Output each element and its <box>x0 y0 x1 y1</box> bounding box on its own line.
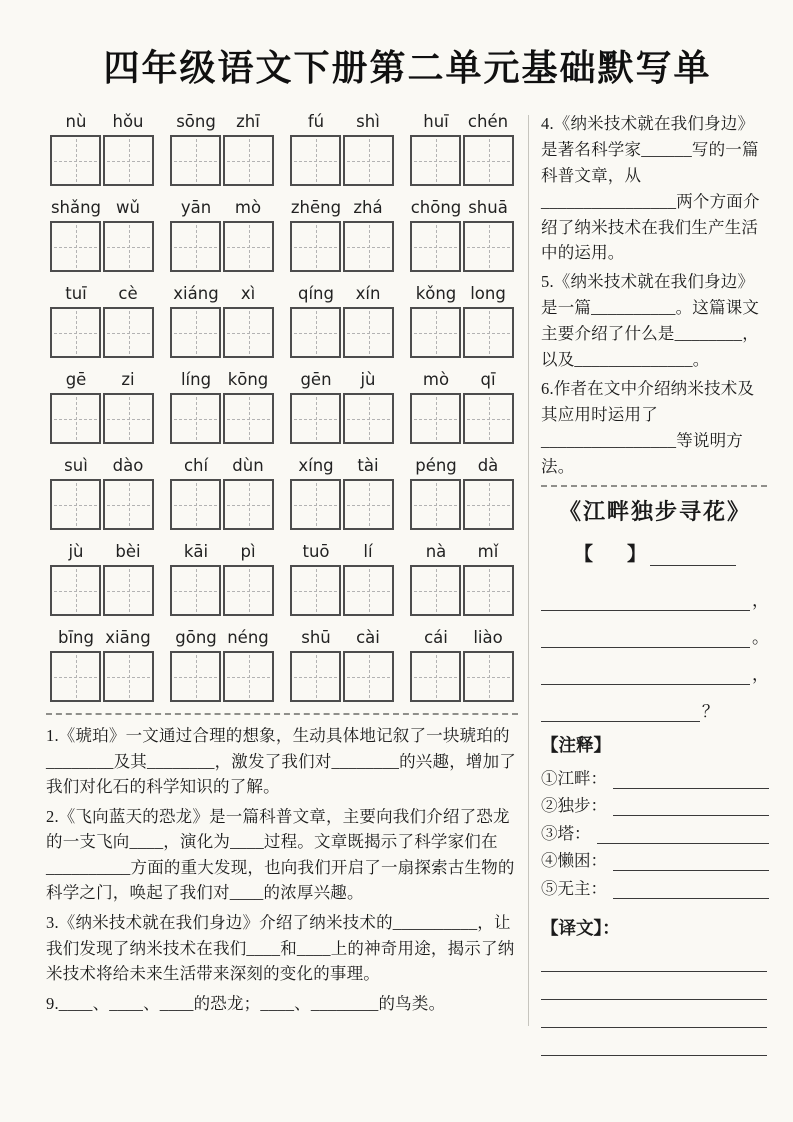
pinyin-syllable: yān <box>180 198 212 217</box>
pinyin-labels <box>410 455 514 477</box>
writing-box[interactable] <box>290 479 341 530</box>
pinyin-syllable: liào <box>473 628 503 647</box>
pinyin-syllable: mǐ <box>477 542 499 561</box>
poem-line-2-blank[interactable] <box>541 623 750 648</box>
pinyin-labels <box>50 627 154 649</box>
poem-line-1-blank[interactable] <box>541 586 750 611</box>
poem-line-3-blank[interactable] <box>541 660 750 685</box>
writing-box-pair <box>50 651 154 702</box>
poem-line-4-punct: ？ <box>701 702 719 722</box>
annotation-label-5: ⑤无主： <box>541 878 607 898</box>
writing-box[interactable] <box>170 651 221 702</box>
poem-line-2 <box>541 611 769 648</box>
writing-box[interactable] <box>50 651 101 702</box>
writing-box[interactable] <box>103 307 154 358</box>
pinyin-word-pair <box>170 111 274 186</box>
pinyin-labels <box>290 455 394 477</box>
writing-box-pair <box>410 393 514 444</box>
pinyin-labels <box>50 455 154 477</box>
pinyin-row <box>50 283 514 358</box>
writing-box-pair <box>170 651 274 702</box>
writing-box[interactable] <box>343 565 394 616</box>
writing-box-pair <box>170 221 274 272</box>
annotation-item-1 <box>541 761 769 789</box>
poem-author-blank[interactable] <box>650 543 736 566</box>
pinyin-syllable: suì <box>64 456 88 475</box>
pinyin-labels <box>410 197 514 219</box>
pinyin-word-pair <box>50 197 154 272</box>
writing-box-pair <box>50 221 154 272</box>
writing-box[interactable] <box>410 479 461 530</box>
pinyin-labels <box>410 541 514 563</box>
poem-dynasty-bracket-open: 【 <box>573 544 593 566</box>
pinyin-syllable: qī <box>480 370 496 389</box>
annotation-item-2 <box>541 789 769 817</box>
pinyin-syllable: xì <box>240 284 256 303</box>
writing-box[interactable] <box>410 135 461 186</box>
writing-box[interactable] <box>410 565 461 616</box>
pinyin-syllable: shū <box>301 628 331 647</box>
writing-box[interactable] <box>223 651 274 702</box>
worksheet-content <box>46 111 769 1056</box>
annotation-item-4 <box>541 844 769 872</box>
pinyin-syllable: cài <box>356 628 380 647</box>
writing-box[interactable] <box>343 479 394 530</box>
pinyin-syllable: chí <box>183 456 209 475</box>
writing-box[interactable] <box>343 393 394 444</box>
writing-box-pair <box>50 135 154 186</box>
poem-divider <box>541 485 767 487</box>
pinyin-word-pair <box>290 283 394 358</box>
writing-box-pair <box>50 307 154 358</box>
pinyin-labels <box>170 627 274 649</box>
pinyin-syllable: chōng <box>410 198 462 217</box>
pinyin-syllable: xiáng <box>173 284 219 303</box>
pinyin-syllable: xiāng <box>105 628 151 647</box>
pinyin-row <box>50 541 514 616</box>
pinyin-syllable: kǒng <box>415 284 457 303</box>
pinyin-labels <box>290 627 394 649</box>
pinyin-labels <box>50 111 154 133</box>
annotation-blank-5[interactable] <box>613 878 769 899</box>
annotation-item-3 <box>541 816 769 844</box>
annotation-label-4: ④懒困： <box>541 851 607 871</box>
annotations-header: 【注释】 <box>541 735 611 756</box>
writing-box[interactable] <box>290 307 341 358</box>
pinyin-syllable: jù <box>360 370 376 389</box>
annotation-blank-2[interactable] <box>613 795 769 816</box>
pinyin-labels <box>170 111 274 133</box>
page-title: 四年级语文下册第二单元基础默写单 <box>103 48 712 88</box>
poem-line-3-punct: ， <box>752 665 769 685</box>
question-5: 5.《纳米技术就在我们身边》是一篇__________。这篇课文主要介绍了什么是________，以及______________。 <box>541 272 760 370</box>
column-divider <box>528 115 529 1026</box>
pinyin-syllable: fú <box>307 112 325 131</box>
writing-box-pair <box>410 651 514 702</box>
pinyin-labels <box>290 369 394 391</box>
writing-box[interactable] <box>103 135 154 186</box>
pinyin-syllable: dào <box>112 456 144 475</box>
writing-box[interactable] <box>103 221 154 272</box>
writing-box[interactable] <box>290 565 341 616</box>
writing-box-pair <box>170 135 274 186</box>
annotation-label-1: ①江畔： <box>541 768 607 788</box>
pinyin-word-pair <box>290 627 394 702</box>
question-9: 9.____、____、____的恐龙；____、________的鸟类。 <box>46 993 446 1013</box>
annotations-section <box>541 732 769 899</box>
writing-box[interactable] <box>410 221 461 272</box>
pinyin-syllable: tuī <box>65 284 87 303</box>
pinyin-word-pair <box>410 627 514 702</box>
pinyin-syllable: líng <box>180 370 212 389</box>
writing-box[interactable] <box>290 651 341 702</box>
translation-line-4[interactable] <box>541 1028 767 1056</box>
pinyin-grid <box>46 111 520 702</box>
pinyin-word-pair <box>290 455 394 530</box>
writing-box[interactable] <box>410 651 461 702</box>
writing-box[interactable] <box>170 393 221 444</box>
pinyin-syllable: long <box>470 284 506 303</box>
writing-box[interactable] <box>170 479 221 530</box>
pinyin-labels <box>170 283 274 305</box>
pinyin-labels <box>290 111 394 133</box>
poem-line-4-blank[interactable] <box>541 697 700 722</box>
pinyin-labels <box>410 283 514 305</box>
pinyin-word-pair <box>50 541 154 616</box>
pinyin-labels <box>50 541 154 563</box>
pinyin-syllable: cái <box>424 628 448 647</box>
pinyin-labels <box>290 197 394 219</box>
pinyin-syllable: xín <box>355 284 381 303</box>
poem-line-1-punct: ， <box>752 591 769 611</box>
pinyin-word-pair <box>50 111 154 186</box>
pinyin-word-pair <box>410 197 514 272</box>
pinyin-syllable: mò <box>234 198 262 217</box>
writing-box[interactable] <box>170 307 221 358</box>
pinyin-row <box>50 455 514 530</box>
question-2: 2.《飞向蓝天的恐龙》是一篇科普文章，主要向我们介绍了恐龙的一支飞向____，演化为____过程。文章既揭示了科学家们在__________方面的重大发现，也向我们开启了一扇探索古生物的科学之门，唤起了我们对____的浓厚兴趣。 <box>46 806 515 903</box>
pinyin-labels <box>170 197 274 219</box>
writing-box-pair <box>290 393 394 444</box>
pinyin-labels <box>290 541 394 563</box>
pinyin-labels <box>170 541 274 563</box>
section-divider <box>46 713 518 715</box>
writing-box-pair <box>290 307 394 358</box>
writing-box-pair <box>410 479 514 530</box>
writing-box[interactable] <box>463 565 514 616</box>
question-6: 6.作者在文中介绍纳米技术及其应用时运用了________________等说明方法。 <box>541 378 755 476</box>
writing-box[interactable] <box>410 393 461 444</box>
poem-title: 《江畔独步寻花》 <box>558 499 751 525</box>
pinyin-word-pair <box>170 197 274 272</box>
pinyin-syllable: pì <box>240 542 256 561</box>
writing-box-pair <box>170 479 274 530</box>
writing-box-pair <box>50 393 154 444</box>
pinyin-syllable: tuō <box>302 542 330 561</box>
poem-line-3 <box>541 648 769 685</box>
writing-box[interactable] <box>463 135 514 186</box>
pinyin-row <box>50 111 514 186</box>
pinyin-syllable: nà <box>425 542 447 561</box>
pinyin-syllable: kāi <box>183 542 209 561</box>
writing-box[interactable] <box>170 565 221 616</box>
pinyin-row <box>50 627 514 702</box>
writing-box-pair <box>50 565 154 616</box>
writing-box[interactable] <box>290 393 341 444</box>
writing-box[interactable] <box>50 393 101 444</box>
writing-box-pair <box>410 565 514 616</box>
questions-section <box>46 723 520 1016</box>
writing-box[interactable] <box>223 307 274 358</box>
pinyin-syllable: cè <box>118 284 138 303</box>
pinyin-syllable: mò <box>422 370 450 389</box>
writing-box[interactable] <box>463 393 514 444</box>
pinyin-syllable: zi <box>121 370 135 389</box>
writing-box-pair <box>170 565 274 616</box>
pinyin-syllable: xíng <box>298 456 334 475</box>
writing-box[interactable] <box>410 307 461 358</box>
pinyin-word-pair <box>290 197 394 272</box>
pinyin-syllable: shǎng <box>50 198 102 217</box>
pinyin-syllable: qíng <box>298 284 334 303</box>
writing-box[interactable] <box>223 565 274 616</box>
pinyin-word-pair <box>170 369 274 444</box>
pinyin-labels <box>170 369 274 391</box>
pinyin-syllable: zhēng <box>290 198 342 217</box>
writing-box-pair <box>170 307 274 358</box>
pinyin-syllable: hǒu <box>112 112 144 131</box>
writing-box[interactable] <box>343 221 394 272</box>
pinyin-syllable: dà <box>477 456 499 475</box>
translation-line-2[interactable] <box>541 972 767 1000</box>
pinyin-syllable: jù <box>68 542 84 561</box>
pinyin-word-pair <box>170 455 274 530</box>
annotation-label-3: ③塔： <box>541 823 591 843</box>
writing-box[interactable] <box>50 565 101 616</box>
pinyin-labels <box>290 283 394 305</box>
translation-line-1[interactable] <box>541 944 767 972</box>
pinyin-syllable: gē <box>65 370 87 389</box>
translation-line-3[interactable] <box>541 1000 767 1028</box>
writing-box[interactable] <box>50 135 101 186</box>
writing-box[interactable] <box>343 651 394 702</box>
pinyin-row <box>50 369 514 444</box>
pinyin-syllable: zhī <box>236 112 260 131</box>
writing-box[interactable] <box>223 135 274 186</box>
annotation-label-2: ②独步： <box>541 796 607 816</box>
annotation-blank-3[interactable] <box>597 823 770 844</box>
poem-author-line <box>541 536 769 566</box>
writing-box[interactable] <box>343 307 394 358</box>
writing-box[interactable] <box>50 479 101 530</box>
right-column <box>541 111 769 1056</box>
pinyin-word-pair <box>410 455 514 530</box>
pinyin-syllable: shuā <box>468 198 508 217</box>
pinyin-labels <box>410 111 514 133</box>
pinyin-syllable: bèi <box>115 542 141 561</box>
annotation-item-5 <box>541 871 769 899</box>
writing-box[interactable] <box>223 221 274 272</box>
writing-box-pair <box>290 135 394 186</box>
pinyin-labels <box>50 197 154 219</box>
pinyin-syllable: shì <box>356 112 380 131</box>
pinyin-word-pair <box>50 627 154 702</box>
writing-box[interactable] <box>103 651 154 702</box>
pinyin-labels <box>50 369 154 391</box>
pinyin-word-pair <box>410 111 514 186</box>
annotation-blank-4[interactable] <box>613 850 769 871</box>
writing-box-pair <box>50 479 154 530</box>
question-1: 1.《琥珀》一文通过合理的想象，生动具体地记叙了一块琥珀的________及其________，激发了我们对________的兴趣，增加了我们对化石的科学知识的了解。 <box>46 726 516 797</box>
pinyin-syllable: wǔ <box>116 198 140 217</box>
pinyin-labels <box>410 369 514 391</box>
writing-box-pair <box>410 221 514 272</box>
pinyin-labels <box>170 455 274 477</box>
question-3: 3.《纳米技术就在我们身边》介绍了纳米技术的__________，让我们发现了纳米技术在我们____和____上的神奇用途，揭示了纳米技术将给未来生活带来深刻的变化的事理。 <box>46 912 515 984</box>
pinyin-syllable: zhá <box>353 198 383 217</box>
translation-header: 【译文】： <box>541 917 620 938</box>
writing-box[interactable] <box>463 307 514 358</box>
pinyin-labels <box>50 283 154 305</box>
pinyin-word-pair <box>410 541 514 616</box>
left-column <box>46 111 520 1056</box>
pinyin-word-pair <box>290 369 394 444</box>
pinyin-syllable: nù <box>65 112 87 131</box>
writing-box[interactable] <box>290 221 341 272</box>
poem-line-2-punct: 。 <box>752 628 769 648</box>
pinyin-row <box>50 197 514 272</box>
pinyin-syllable: sōng <box>176 112 216 131</box>
pinyin-syllable: tài <box>357 456 379 475</box>
pinyin-word-pair <box>410 283 514 358</box>
poem-section <box>541 495 769 722</box>
pinyin-word-pair <box>50 283 154 358</box>
writing-box-pair <box>290 221 394 272</box>
writing-box[interactable] <box>463 479 514 530</box>
pinyin-word-pair <box>290 541 394 616</box>
pinyin-syllable: néng <box>227 628 269 647</box>
poem-line-1 <box>541 574 769 611</box>
writing-box[interactable] <box>463 221 514 272</box>
writing-box[interactable] <box>50 307 101 358</box>
writing-box[interactable] <box>170 221 221 272</box>
pinyin-syllable: dùn <box>232 456 264 475</box>
writing-box[interactable] <box>50 221 101 272</box>
pinyin-syllable: lí <box>363 542 373 561</box>
writing-box[interactable] <box>223 393 274 444</box>
writing-box[interactable] <box>343 135 394 186</box>
writing-box-pair <box>410 307 514 358</box>
writing-box[interactable] <box>290 135 341 186</box>
translation-section <box>541 915 769 1056</box>
writing-box[interactable] <box>103 479 154 530</box>
pinyin-word-pair <box>170 283 274 358</box>
pinyin-word-pair <box>50 369 154 444</box>
writing-box-pair <box>170 393 274 444</box>
writing-box[interactable] <box>223 479 274 530</box>
pinyin-syllable: huī <box>423 112 449 131</box>
pinyin-word-pair <box>50 455 154 530</box>
writing-box[interactable] <box>463 651 514 702</box>
question-4: 4.《纳米技术就在我们身边》是著名科学家______写的一篇科普文章，从________________两个方面介绍了纳米技术在我们生产生活中的运用。 <box>541 114 760 263</box>
pinyin-word-pair <box>410 369 514 444</box>
poem-dynasty-bracket-close: 】 <box>627 544 647 566</box>
writing-box-pair <box>290 651 394 702</box>
pinyin-syllable: péng <box>415 456 457 475</box>
pinyin-syllable: chén <box>467 112 509 131</box>
poem-line-4 <box>541 685 719 722</box>
pinyin-word-pair <box>290 111 394 186</box>
writing-box[interactable] <box>103 393 154 444</box>
writing-box-pair <box>290 565 394 616</box>
writing-box-pair <box>290 479 394 530</box>
pinyin-syllable: gōng <box>175 628 217 647</box>
pinyin-syllable: kōng <box>227 370 269 389</box>
pinyin-labels <box>410 627 514 649</box>
pinyin-word-pair <box>170 627 274 702</box>
writing-box-pair <box>410 135 514 186</box>
pinyin-syllable: bīng <box>58 628 94 647</box>
writing-box[interactable] <box>103 565 154 616</box>
pinyin-syllable: gēn <box>300 370 332 389</box>
pinyin-word-pair <box>170 541 274 616</box>
annotation-blank-1[interactable] <box>613 768 769 789</box>
writing-box[interactable] <box>170 135 221 186</box>
